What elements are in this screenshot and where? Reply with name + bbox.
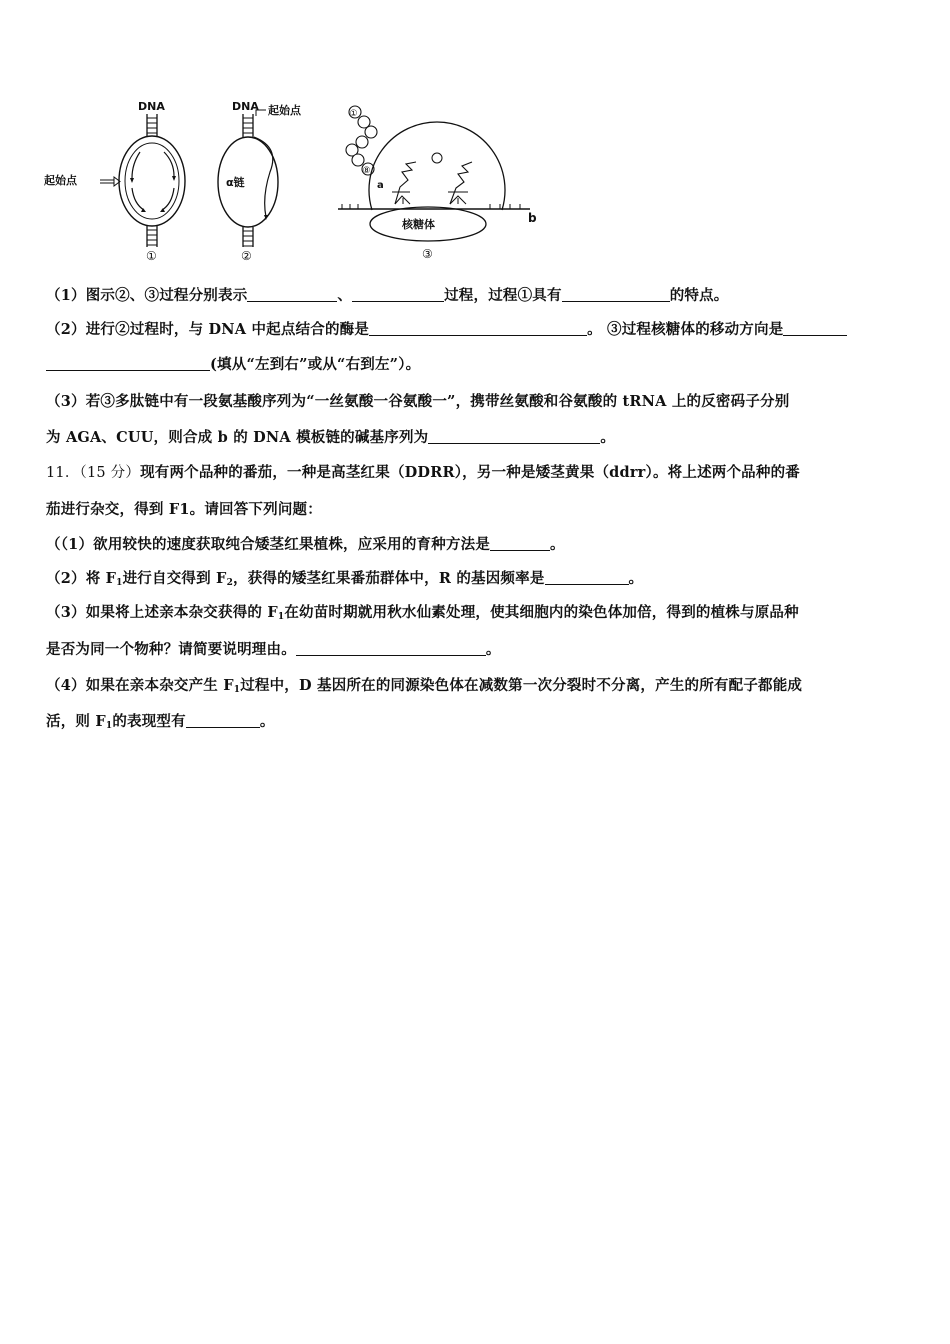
process-diagram bbox=[40, 92, 560, 267]
q11-part1: （（1）欲用较快的速度获取纯合矮茎红果植株，应采用的育种方法是 。 bbox=[46, 536, 565, 553]
origin-label-top: 起始点 bbox=[268, 104, 301, 117]
diagram-transcription bbox=[218, 100, 302, 263]
process-number-2: ② bbox=[241, 249, 252, 263]
answer-blank-q10-1b[interactable] bbox=[352, 287, 444, 302]
alpha-chain-label: α链 bbox=[226, 176, 245, 189]
q10-part3: （3）若③多肽链中有一段氨基酸序列为“一丝氨酸一谷氨酸一”，携带丝氨酸和谷氨酸的 tRNA 上的反密码子分别 bbox=[46, 393, 790, 410]
answer-blank-q10-2b[interactable] bbox=[46, 356, 210, 371]
diagram-translation bbox=[338, 106, 537, 261]
answer-blank-q11-4[interactable] bbox=[186, 713, 260, 728]
origin-label-left: 起始点 bbox=[44, 174, 77, 187]
q11-part4-cont: 活，则 $F_1$的表现型有 。 bbox=[46, 713, 275, 731]
q11-header: 11．（15 分）现有两个品种的番茄，一种是高茎红果（DDRR），另一种是矮茎黄果（ddrr）。将上述两个品种的番 bbox=[46, 464, 800, 481]
answer-blank-q10-2a[interactable] bbox=[369, 321, 587, 336]
answer-blank-q11-2[interactable] bbox=[545, 570, 629, 585]
q11-part2: （2）将 $F_1$进行自交得到 $F_2$，获得的矮茎红果番茄群体中，R 的基因频率是 。 bbox=[46, 570, 644, 588]
answer-blank-q10-1a[interactable] bbox=[247, 287, 337, 302]
ribosome-label: 核糖体 bbox=[402, 218, 435, 231]
answer-blank-q10-3[interactable] bbox=[428, 429, 600, 444]
answer-blank-q11-3[interactable] bbox=[296, 641, 486, 656]
mark-b: b bbox=[528, 211, 537, 225]
answer-blank-q11-1[interactable] bbox=[490, 536, 550, 551]
q10-part3-cont: 为 AGA、CUU，则合成 b 的 DNA 模板链的碱基序列为 。 bbox=[46, 429, 616, 446]
monomer-label-8: ⑧ bbox=[362, 166, 371, 176]
process-number-1: ① bbox=[146, 249, 157, 263]
dna-label-2: DNA bbox=[232, 100, 259, 113]
process-number-3: ③ bbox=[422, 247, 433, 261]
dna-label-1: DNA bbox=[138, 100, 165, 113]
q11-header-cont: 茄进行杂交，得到 F1。请回答下列问题： bbox=[46, 501, 322, 518]
q11-part4: （4）如果在亲本杂交产生 $F_1$过程中，D 基因所在的同源染色体在减数第一次分裂时不分离，产生的所有配子都能成 bbox=[46, 677, 803, 695]
diagram-replication bbox=[44, 100, 185, 263]
replication-transcription-translation-figure bbox=[40, 92, 560, 267]
q10-part2-cont: (填从“左到右”或从“右到左”）。 bbox=[46, 355, 916, 375]
q10-part1: （1）图示②、③过程分别表示 、 过程，过程①具有 的特点。 bbox=[46, 287, 729, 304]
q10-part2: （2）进行②过程时，与 DNA 中起点结合的酶是 。 ③过程核糖体的移动方向是 bbox=[46, 320, 916, 340]
q11-part3-cont: 是否为同一个物种？请简要说明理由。 。 bbox=[46, 641, 501, 658]
monomer-label-1: ① bbox=[349, 109, 358, 119]
q11-part3: （3）如果将上述亲本杂交获得的 $F_1$在幼苗时期就用秋水仙素处理，使其细胞内的染色体加倍，得到的植株与原品种 bbox=[46, 604, 799, 622]
mark-a: a bbox=[377, 180, 384, 191]
answer-blank-q10-2b-start[interactable] bbox=[783, 321, 847, 336]
answer-blank-q10-1c[interactable] bbox=[562, 287, 670, 302]
